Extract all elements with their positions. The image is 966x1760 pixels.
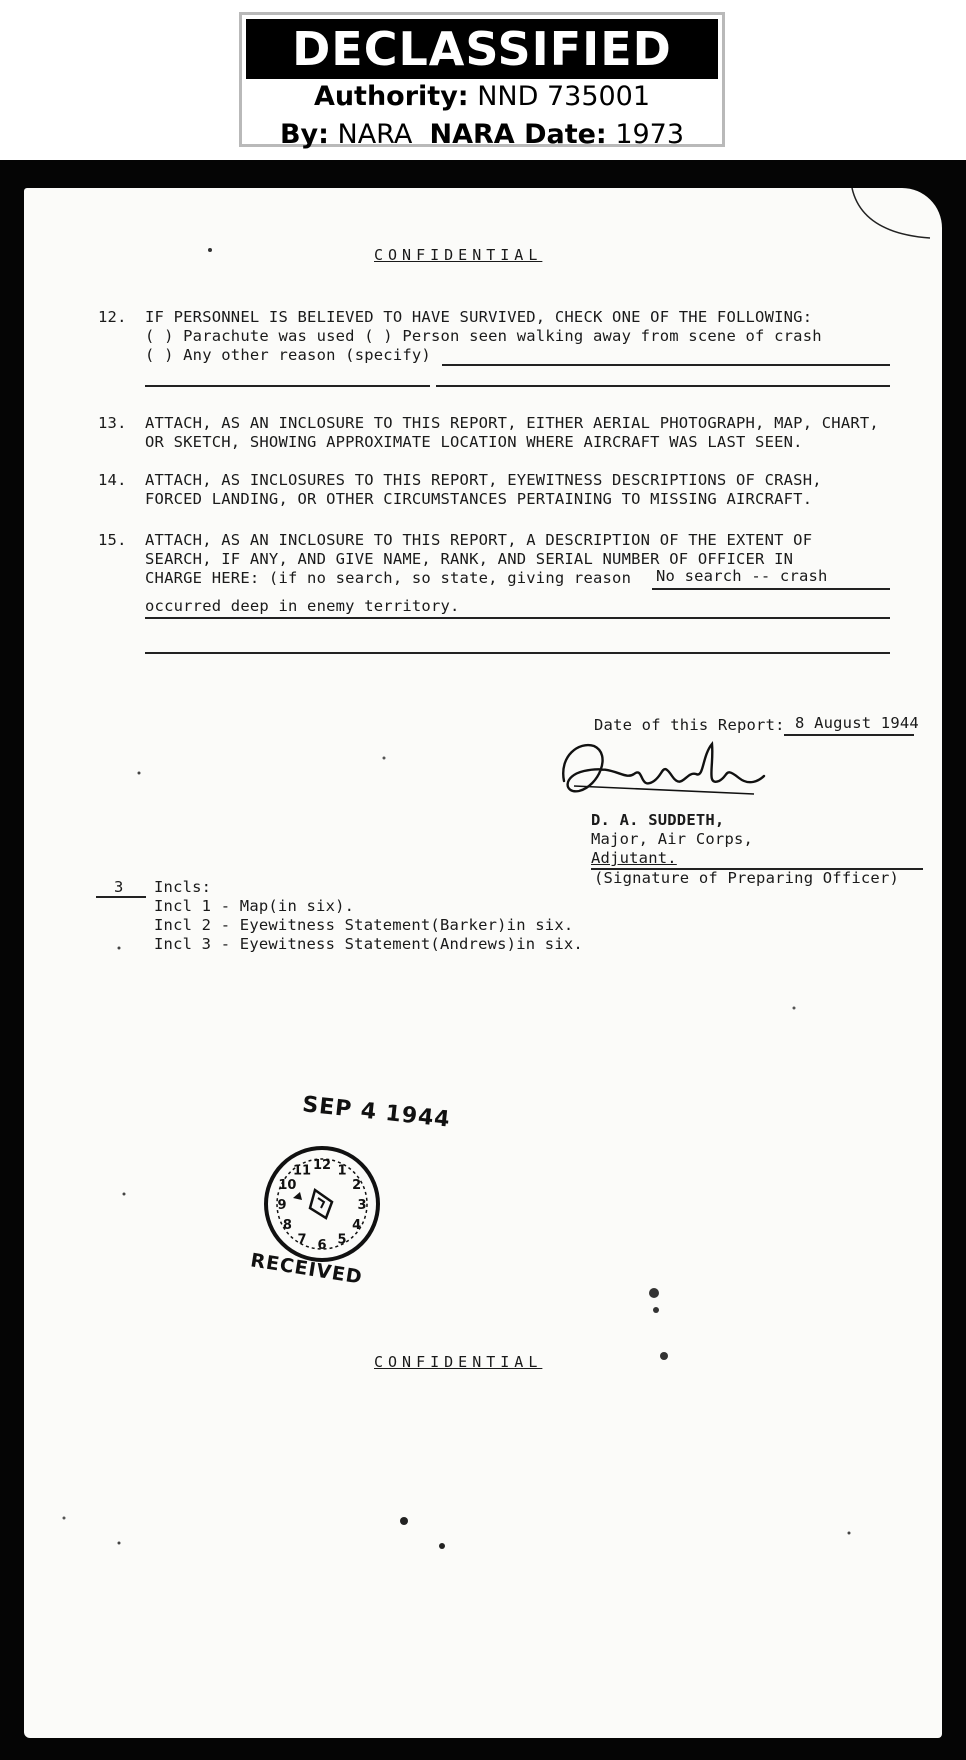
report-date-label: Date of this Report: [594, 716, 785, 734]
stamp-dial-number: 9 [277, 1198, 287, 1213]
inclosure-2: Incl 2 - Eyewitness Statement(Barker)in six. [154, 916, 574, 934]
header-classification: CONFIDENTIAL [374, 246, 543, 264]
nara-date-label: NARA Date: [429, 119, 607, 150]
item-15-line-3: CHARGE HERE: (if no search, so state, giving reason [145, 569, 632, 587]
banner-by-date [242, 119, 722, 150]
signature-caption: (Signature of Preparing Officer) [594, 869, 900, 887]
stamp-dial-number: 7 [297, 1232, 307, 1248]
by-label: By: [279, 119, 329, 150]
footer-classification: CONFIDENTIAL [374, 1353, 543, 1371]
authority-value: NND 735001 [477, 81, 651, 112]
nara-date-value: 1973 [615, 119, 685, 150]
signer-name: D. A. SUDDETH, [591, 811, 725, 829]
stamp-dial-number: 2 [352, 1178, 362, 1193]
item-15-answer-2: occurred deep in enemy territory. [145, 597, 460, 615]
item-15-number: 15. [98, 531, 127, 549]
item-12-number: 12. [98, 308, 127, 326]
scanned-page-background [0, 160, 966, 1760]
item-12-line-3: ( ) Any other reason (specify) [145, 346, 431, 364]
stamp-dial-number: 11 [292, 1163, 312, 1179]
signer-rank: Major, Air Corps, [591, 830, 754, 848]
stamp-received-text: RECEIVED [248, 1249, 365, 1289]
by-value: NARA [337, 119, 413, 150]
stamp-date: SEP 4 1944 [301, 1092, 452, 1133]
banner-authority [242, 81, 722, 112]
stamp-dial-number: 10 [278, 1178, 297, 1193]
stamp-dial-number: 5 [337, 1232, 347, 1248]
scan-noise [24, 188, 942, 1738]
item-15-answer-1: No search -- crash [656, 567, 828, 585]
item-13-line-1: ATTACH, AS AN INCLOSURE TO THIS REPORT, EITHER AERIAL PHOTOGRAPH, MAP, CHART, [145, 414, 879, 432]
item-15-line-2: SEARCH, IF ANY, AND GIVE NAME, RANK, AND SERIAL NUMBER OF OFFICER IN [145, 550, 794, 568]
item-14-line-2: FORCED LANDING, OR OTHER CIRCUMSTANCES PERTAINING TO MISSING AIRCRAFT. [145, 490, 813, 508]
document-sheet [24, 188, 942, 1738]
item-12-line-2: ( ) Parachute was used ( ) Person seen walking away from scene of crash [145, 327, 822, 345]
item-14-number: 14. [98, 471, 127, 489]
stamp-dial-number: 12 [312, 1158, 332, 1173]
item-14-line-1: ATTACH, AS INCLOSURES TO THIS REPORT, EYEWITNESS DESCRIPTIONS OF CRASH, [145, 471, 822, 489]
item-13-number: 13. [98, 414, 127, 432]
stamp-dial-number: 4 [352, 1218, 362, 1233]
signer-title: Adjutant. [591, 849, 677, 867]
inclosure-count: 3 [114, 878, 124, 896]
declassified-banner [239, 12, 725, 150]
item-15-line-1: ATTACH, AS AN INCLOSURE TO THIS REPORT, A DESCRIPTION OF THE EXTENT OF [145, 531, 813, 549]
stamp-dial-number: 8 [282, 1218, 292, 1233]
stamp-dial-number: 3 [357, 1198, 367, 1213]
report-date-value: 8 August 1944 [795, 714, 919, 732]
stamp-dial-number: 1 [337, 1163, 347, 1179]
item-12-line-1: IF PERSONNEL IS BELIEVED TO HAVE SURVIVED, CHECK ONE OF THE FOLLOWING: [145, 308, 813, 326]
inclosure-3: Incl 3 - Eyewitness Statement(Andrews)in six. [154, 935, 583, 953]
inclosures-label: Incls: [154, 878, 212, 896]
inclosure-1: Incl 1 - Map(in six). [154, 897, 355, 915]
authority-label: Authority: [313, 81, 469, 112]
banner-title: DECLASSIFIED [246, 19, 718, 79]
stamp-dial-number: 6 [317, 1238, 327, 1253]
item-13-line-2: OR SKETCH, SHOWING APPROXIMATE LOCATION WHERE AIRCRAFT WAS LAST SEEN. [145, 433, 803, 451]
